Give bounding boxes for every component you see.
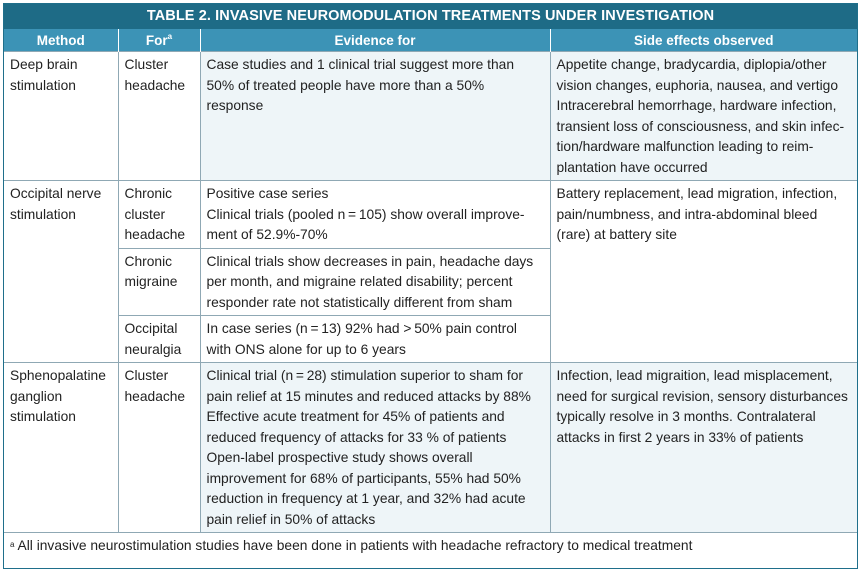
treatments-table: [4, 29, 857, 559]
cell-line: Clinical trials show decreases in pain, headache days: [206, 253, 534, 269]
table-row: [4, 181, 857, 249]
cell-line: Deep brain: [10, 57, 78, 72]
cell-line: typically resolve in 3 months. Contralateral: [556, 409, 816, 424]
cell-line: Case studies and 1 clinical trial suggest more than: [206, 57, 515, 72]
cell-line: (rare) at battery site: [556, 227, 677, 242]
cell-line: stimulation: [10, 77, 76, 93]
sphenopalatine-method: [4, 363, 118, 533]
table-row: [4, 363, 857, 533]
cell-line: Intracerebral hemorrhage, hardware infection,: [556, 98, 837, 113]
footnote-sup: a: [10, 540, 15, 549]
occipital-side-effects: [550, 181, 857, 363]
cell-line: stimulation: [10, 206, 76, 222]
cell-line: neuralgia: [124, 341, 182, 357]
cell-line: Effective acute treatment for 45% of patients and: [206, 409, 505, 424]
cell-line: Chronic: [124, 186, 173, 201]
cell-line: 50% of treated people have more than a 50%: [206, 77, 485, 93]
table-container: [3, 3, 858, 569]
cell-line: Battery replacement, lead migration, infection,: [556, 186, 838, 201]
header-row: [4, 29, 857, 52]
cell-line: headache: [124, 227, 186, 242]
cell-line: cluster: [124, 206, 166, 222]
cell-line: reduction in frequency at 1 year, and 32% had acute: [206, 491, 526, 506]
cell-line: pain/numbness, and intra-abdominal bleed: [556, 206, 818, 222]
footnote-text: All invasive neurostimulation studies have been done in patients with headache refractory to medical treatment: [14, 538, 693, 553]
cell-line: with ONS alone for up to 6 years: [206, 341, 406, 357]
sphenopalatine-for: [118, 363, 200, 533]
deep-brain-for: [118, 52, 200, 181]
cell-line: Cluster: [124, 368, 169, 383]
header-evidence: Evidence for: [200, 29, 550, 52]
header-side-effects: Side effects observed: [550, 29, 857, 52]
cell-line: Clinical trial (n = 28) stimulation superior to sham for: [206, 368, 523, 383]
cell-line: transient loss of consciousness, and skin infec-: [556, 118, 845, 134]
cell-line: pain relief in 50% of attacks: [206, 511, 376, 527]
cell-line: Chronic: [124, 253, 173, 269]
occipital-for-neuralgia: [118, 316, 200, 363]
deep-brain-method: [4, 52, 118, 181]
cell-line: plantation have occurred: [556, 159, 708, 175]
occipital-evidence-migraine: [200, 248, 550, 316]
occipital-for-migraine: [118, 248, 200, 316]
cell-line: Occipital nerve: [10, 186, 102, 201]
cell-line: tion/hardware malfunction leading to reim-: [556, 139, 814, 154]
header-for: [118, 29, 200, 52]
deep-brain-evidence: [200, 52, 550, 181]
table-title: TABLE 2. INVASIVE NEUROMODULATION TREATMENTS UNDER INVESTIGATION: [4, 4, 857, 29]
cell-line: Cluster: [124, 57, 169, 72]
cell-line: attacks in first 2 years in 33% of patients: [556, 429, 804, 445]
cell-line: need for surgical revision, sensory disturbances: [556, 388, 848, 404]
cell-line: improvement for 68% of participants, 55% had 50%: [206, 470, 521, 486]
header-for-label: For: [145, 32, 168, 48]
deep-brain-side-effects: [550, 52, 857, 181]
occipital-evidence-neuralgia: [200, 316, 550, 363]
occipital-evidence-cluster: [200, 181, 550, 249]
sphenopalatine-side-effects: [550, 363, 857, 533]
cell-line: headache: [124, 77, 186, 93]
cell-line: In case series (n = 13) 92% had > 50% pain control: [206, 321, 517, 336]
header-for-sup: a: [167, 31, 173, 41]
cell-line: responder rate not statistically different from sham: [206, 294, 513, 310]
header-method: Method: [4, 29, 118, 52]
sphenopalatine-evidence: [200, 363, 550, 533]
table-row: [4, 52, 857, 181]
cell-line: Appetite change, bradycardia, diplopia/other: [556, 57, 827, 72]
footnote-row: [4, 533, 857, 560]
cell-line: Clinical trials (pooled n = 105) show overall improve-: [206, 206, 525, 222]
cell-line: Sphenopalatine: [10, 368, 106, 383]
cell-line: Positive case series: [206, 186, 329, 201]
cell-line: migraine: [124, 274, 178, 289]
cell-line: Occipital: [124, 321, 178, 336]
cell-line: ganglion: [10, 388, 63, 404]
cell-line: reduced frequency of attacks for 33 % of patients: [206, 429, 507, 445]
occipital-for-cluster: [118, 181, 200, 249]
cell-line: response: [206, 98, 264, 113]
cell-line: vision changes, euphoria, nausea, and vertigo: [556, 77, 838, 93]
cell-line: ment of 52.9%-70%: [206, 227, 328, 242]
cell-line: stimulation: [10, 409, 76, 424]
cell-line: pain relief at 15 minutes and reduced attacks by 88%: [206, 388, 531, 404]
occipital-method: [4, 181, 118, 363]
cell-line: Open-label prospective study shows overall: [206, 450, 473, 465]
cell-line: headache: [124, 388, 186, 404]
cell-line: Infection, lead migraition, lead misplacement,: [556, 368, 833, 383]
footnote: [4, 533, 857, 560]
cell-line: per month, and migraine related disability; percent: [206, 274, 513, 289]
